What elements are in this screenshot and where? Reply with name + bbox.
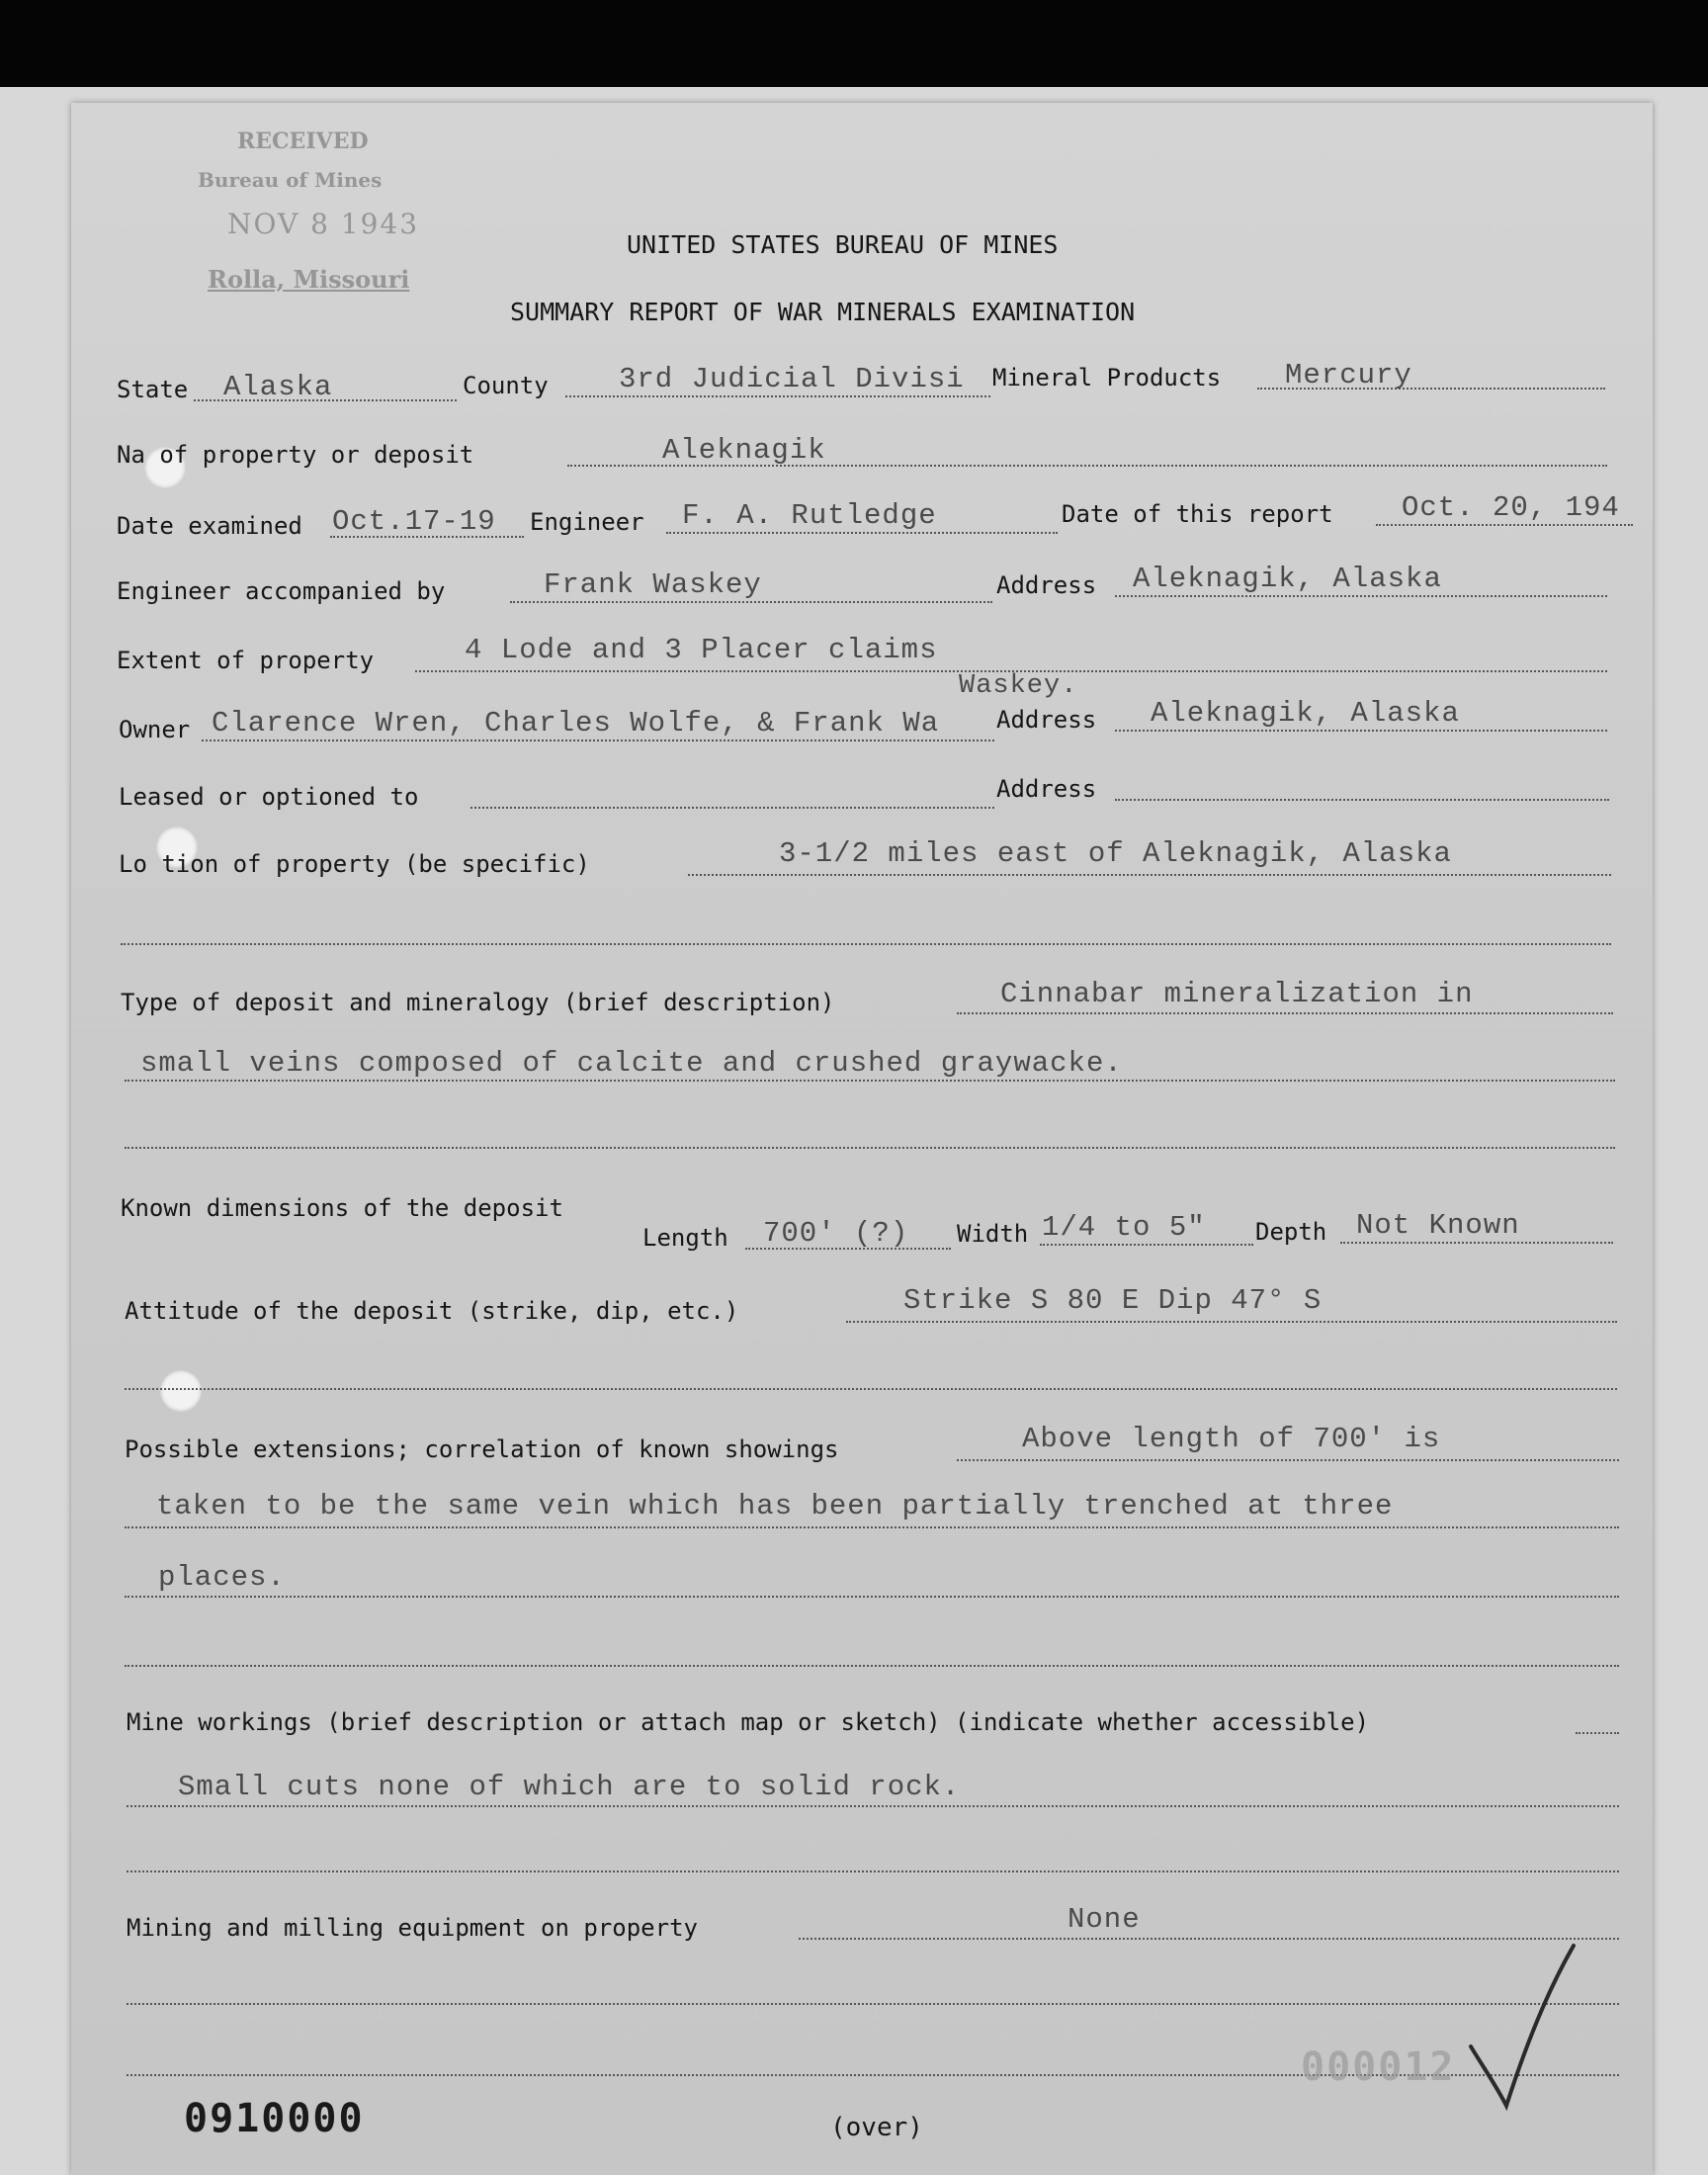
leased-line bbox=[470, 807, 994, 809]
mine-workings-value: Small cuts none of which are to solid rock. bbox=[178, 1771, 961, 1803]
report-date-label: Date of this report bbox=[1062, 500, 1333, 528]
location-label: Lo tion of property (be specific) bbox=[119, 850, 590, 878]
deposit-type-line-2 bbox=[125, 1080, 1615, 1082]
address-label-3: Address bbox=[996, 775, 1097, 803]
address-label-2: Address bbox=[996, 706, 1097, 734]
engineer-label: Engineer bbox=[530, 508, 644, 536]
date-examined-value: Oct.17-19 bbox=[332, 505, 496, 538]
faint-serial-stamp: 000012 bbox=[1301, 2044, 1456, 2090]
deposit-type-line-3 bbox=[125, 1147, 1615, 1149]
equipment-value: None bbox=[1068, 1903, 1141, 1936]
stamp-line-bureau: Bureau of Mines bbox=[198, 168, 383, 192]
extensions-value-2: taken to be the same vein which has been partially trenched at three bbox=[156, 1490, 1394, 1522]
mine-workings-line-3 bbox=[127, 1870, 1619, 1872]
attitude-line-2 bbox=[125, 1388, 1617, 1390]
stamp-line-received: RECEIVED bbox=[237, 129, 369, 154]
extent-value: 4 Lode and 3 Placer claims bbox=[465, 634, 938, 666]
mine-workings-line bbox=[1576, 1732, 1619, 1734]
date-examined-label: Date examined bbox=[117, 512, 302, 540]
extensions-line-3 bbox=[125, 1596, 1619, 1598]
engineer-line bbox=[666, 532, 1058, 534]
leased-label: Leased or optioned to bbox=[119, 783, 419, 811]
address-line-2 bbox=[1115, 730, 1607, 732]
checkmark-icon bbox=[1463, 1938, 1581, 2116]
accompanied-by-line bbox=[510, 601, 992, 603]
depth-line bbox=[1340, 1242, 1613, 1244]
owner-value: Clarence Wren, Charles Wolfe, & Frank Wa bbox=[212, 707, 940, 740]
deposit-type-value-2: small veins composed of calcite and crushed graywacke. bbox=[140, 1047, 1123, 1080]
engineer-value: F. A. Rutledge bbox=[682, 499, 937, 532]
document-serial-number: 0910000 bbox=[184, 2096, 365, 2141]
scanner-top-border bbox=[0, 0, 1708, 87]
equipment-line-2 bbox=[127, 2003, 1619, 2005]
location-line bbox=[688, 874, 1611, 876]
dimensions-label: Known dimensions of the deposit bbox=[121, 1194, 563, 1222]
width-label: Width bbox=[957, 1220, 1029, 1248]
stamp-line-place: Rolla, Missouri bbox=[208, 265, 410, 294]
location-line-2 bbox=[121, 943, 1611, 945]
address-value-1: Aleknagik, Alaska bbox=[1133, 563, 1442, 595]
address-line-1 bbox=[1115, 595, 1607, 597]
address-label-1: Address bbox=[996, 571, 1097, 599]
attitude-value: Strike S 80 E Dip 47° S bbox=[903, 1284, 1323, 1317]
form-title: UNITED STATES BUREAU OF MINES bbox=[627, 230, 1059, 259]
report-date-line bbox=[1376, 524, 1633, 526]
address-line-3 bbox=[1115, 799, 1609, 801]
extensions-label: Possible extensions; correlation of known showings bbox=[125, 1436, 839, 1463]
length-label: Length bbox=[642, 1224, 728, 1252]
accompanied-by-label: Engineer accompanied by bbox=[117, 577, 446, 605]
deposit-type-label: Type of deposit and mineralogy (brief description) bbox=[121, 989, 835, 1016]
location-value: 3-1/2 miles east of Aleknagik, Alaska bbox=[779, 837, 1452, 870]
equipment-label: Mining and milling equipment on property bbox=[127, 1914, 698, 1942]
extensions-line bbox=[957, 1459, 1619, 1461]
state-value: Alaska bbox=[223, 371, 333, 403]
state-label: State bbox=[117, 376, 189, 403]
report-form-sheet bbox=[71, 103, 1653, 2175]
owner-line bbox=[202, 740, 994, 741]
property-name-label: Na of property or deposit bbox=[117, 441, 474, 469]
over-indicator: (over) bbox=[830, 2113, 923, 2142]
attitude-line bbox=[846, 1321, 1617, 1323]
county-label: County bbox=[463, 372, 549, 399]
property-name-value: Aleknagik bbox=[662, 434, 826, 467]
mineral-products-value: Mercury bbox=[1285, 359, 1412, 392]
length-value: 700' (?) bbox=[763, 1217, 909, 1250]
report-date-value: Oct. 20, 194 bbox=[1402, 491, 1620, 524]
width-value: 1/4 to 5" bbox=[1042, 1211, 1206, 1244]
extensions-line-2 bbox=[125, 1526, 1619, 1528]
deposit-type-line bbox=[957, 1012, 1613, 1014]
stamp-line-date: NOV 8 1943 bbox=[227, 208, 420, 240]
county-value: 3rd Judicial Divisi bbox=[619, 363, 965, 395]
depth-label: Depth bbox=[1255, 1218, 1327, 1246]
mine-workings-line-2 bbox=[127, 1805, 1619, 1807]
owner-label: Owner bbox=[119, 716, 191, 743]
punch-hole bbox=[160, 1370, 202, 1412]
width-line bbox=[1040, 1244, 1253, 1246]
owner-value-overflow: Waskey. bbox=[959, 671, 1078, 701]
received-stamp bbox=[119, 129, 445, 306]
extensions-line-4 bbox=[125, 1665, 1619, 1667]
county-line bbox=[565, 395, 990, 397]
accompanied-by-value: Frank Waskey bbox=[544, 568, 762, 601]
attitude-label: Attitude of the deposit (strike, dip, etc.) bbox=[125, 1297, 739, 1325]
form-subtitle: SUMMARY REPORT OF WAR MINERALS EXAMINATION bbox=[510, 298, 1136, 326]
extensions-value-3: places. bbox=[158, 1561, 286, 1594]
mineral-products-label: Mineral Products bbox=[992, 364, 1222, 392]
extensions-value-1: Above length of 700' is bbox=[1022, 1423, 1441, 1455]
deposit-type-value-1: Cinnabar mineralization in bbox=[1000, 978, 1474, 1010]
depth-value: Not Known bbox=[1356, 1209, 1520, 1242]
extent-label: Extent of property bbox=[117, 647, 375, 674]
mine-workings-label: Mine workings (brief description or attach map or sketch) (indicate whether accessible) bbox=[127, 1708, 1370, 1736]
address-value-2: Aleknagik, Alaska bbox=[1151, 697, 1460, 730]
